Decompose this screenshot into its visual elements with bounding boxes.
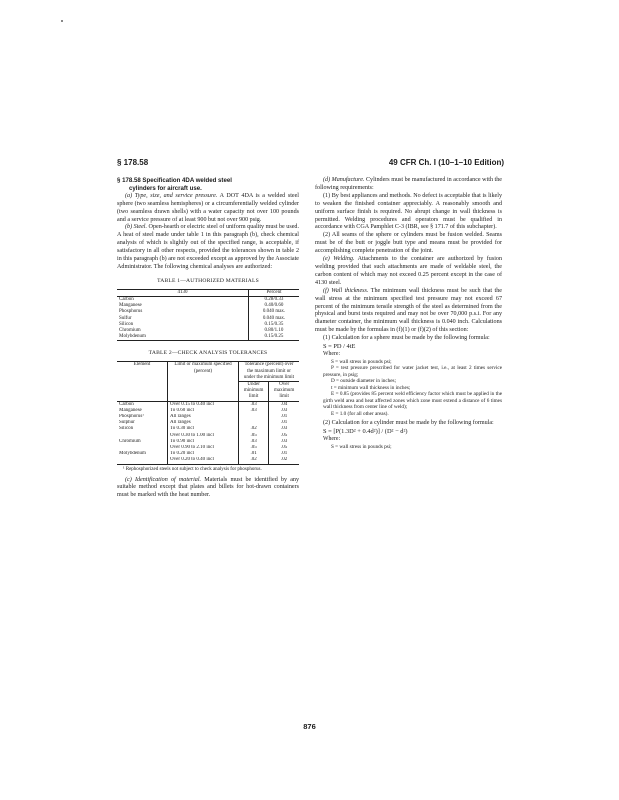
table2-element-cell: Sulphur [119,420,135,426]
table2-over-cell: .03 [269,439,299,445]
table2-limit-cell: Over 0.20 to 0.40 incl [168,457,239,464]
table2-under-cell: .02 [239,426,269,432]
table2-under-cell: .03 [239,439,269,445]
table2-over-cell: .03 [269,426,299,432]
table2-check-analysis [117,361,299,464]
formula-definition: t = minimum wall thickness in inches; [331,384,411,391]
table1-percent-cell: 0.15/0.25 [249,334,300,341]
paragraph-f2: (2) Calculation for a cylinder must be made by the following formula: [323,420,494,427]
table1-percent-cell: 0.040 max. [249,309,300,315]
table2-limit-cell: To 0.60 incl [168,408,239,414]
table1-row [117,296,299,303]
table2-header-under-min: Under minimum limit [239,381,269,401]
table2-header-over-max: Over maximum limit [269,381,299,401]
paragraph-c-text: Materials must be identified by any suitable method except that plates and billets for hot-drawn containers must be marked with the heat number. [117,476,300,499]
table1-percent-cell: 0.28/0.33 [249,296,300,303]
table1-percent-cell: 0.80/1.10 [249,328,300,334]
table2-element-cell: Manganese [119,407,142,413]
paragraph-f-text: The minimum wall thickness must be such that the wall stress at the minimum specified test pressure may not exceed 67 percent of the minimum tensile strength of the steel as determined from the physical and burst tests required and may not be over 70,000 p.s.i. For any diameter container, the minimum wall thickness is 0.040 inch. Calculations must be made by the formulas in (f)(1) or (f)(2) of this section: [315,287,502,334]
table2-under-cell: .02 [239,457,269,464]
table1-header-percent: Percent [249,289,300,296]
table1-element-cell: Manganese [119,303,142,309]
table2-element-cell: Molybdenum [119,451,146,457]
paragraph-d2: (2) All seams of the sphere or cylinders must be fusion welded. Seams must be of the butt or joggle butt type and means must be provided for accomplishing complete penetration of the joint. [315,232,502,255]
table2-over-cell: .01 [269,451,299,457]
table2-limit-cell: To 0.30 incl [168,426,239,432]
paragraph-c [117,477,299,501]
sphere-formula-definitions [315,359,502,418]
table1-element-cell: Phosphorus [119,309,143,315]
where-label-1: Where: [323,350,341,357]
paragraph-c-label: (c) Identification of material. [125,476,202,483]
table2-under-cell: .05 [239,433,269,439]
table2-over-cell: .01 [269,414,299,420]
formula-definition: P = test pressure prescribed for water jacket test, i.e., at least 2 times service pressure, in psig; [323,365,502,378]
paragraph-f [315,288,502,335]
sphere-formula: S = PD / 4tE [323,343,356,351]
paragraph-f1: (1) Calculation for a sphere must be made by the following formula: [323,335,490,342]
paragraph-d-text: Cylinders must be manufactured in accordance with the following requirements: [315,177,503,191]
formula-definition: S = wall stress in pounds psi; [331,358,392,365]
paragraph-e-text: Attachments to the container are authorized by fusion welding provided that such attachments are made of weldable steel, the carbon content of which may not exceed 0.25 percent except in the case of 4130 steel. [315,256,502,286]
running-header-title: 49 CFR Ch. I (10–1–10 Edition) [388,158,504,167]
table1-element-cell: Sulfur [119,315,132,321]
table1-element-cell: Chromium [119,328,141,333]
table2-under-cell: .01 [239,451,269,457]
table1-element-cell: Molybdenum [119,334,146,340]
table2-over-cell: .01 [269,420,299,426]
table1-row [117,334,299,341]
table1-caption: TABLE 1—AUTHORIZED MATERIALS [157,277,259,284]
table2-over-cell: .03 [269,408,299,414]
table2-caption: TABLE 2—CHECK ANALYSIS TOLERANCES [148,350,268,357]
table1-body [117,296,299,340]
paragraph-b-label: (b) Steel. [125,224,148,231]
table2-element-cell: Carbon [119,401,134,407]
paragraph-b [117,224,299,271]
table2-element-cell [117,457,168,464]
formula-definition: E = 0.85 (provides 85 percent weld efficiency factor which must be applied in the girth weld area and heat affected zones which zone must extend a distance of 6 times wall thickness from center line of weld); [323,391,502,411]
paragraph-e-label: (e) Welding. [323,256,355,263]
table2-limit-cell: Over 0.30 to 1.00 incl [168,433,239,439]
table2-row [117,401,299,408]
table2-body [117,401,299,464]
table2-limit-cell: To 0.90 incl [168,439,239,445]
formula-definition: E = 1.0 (for all other areas). [331,410,389,417]
table2-under-cell: .03 [239,401,269,408]
cylinder-formula: S = [P(1.3D² + 0.4d²)] / (D² − d²) [323,428,408,436]
table2-limit-cell: Over 0.90 to 2.10 incl [168,445,239,451]
table2-under-cell: .03 [239,408,269,414]
table2-header-element: Element [117,362,168,401]
paragraph-b-text: Open-hearth or electric steel of uniform quality must be used. A heat of steel made under table 1 in this paragraph (b), check chemical analysis of which is slightly out of the specified range, is acceptable, if satisfactory in all other respects, provided the tolerances shown in table 2 in this paragraph (b) are not exceeded except as approved by the Associate Administrator. The following chemical analyses are authorized: [117,224,299,270]
table1-header-designation: 4130 [117,289,249,296]
table1-authorized-materials [117,289,299,342]
right-column [315,177,502,451]
table1-element-cell: Silicon [119,321,134,327]
table2-over-cell: .02 [269,457,299,464]
table2-element-cell: Phosphorus¹ [119,413,144,419]
table1-element-cell: Carbon [119,296,134,302]
table2-footnote: ¹ Rephosphorized steels not subject to check analysis for phosphorus. [123,466,262,472]
table2-limit-cell: All ranges [168,414,239,420]
left-column [117,177,299,500]
table2-over-cell: .05 [269,433,299,439]
paragraph-d1: (1) By best appliances and methods. No defect is acceptable that is likely to weaken the finished container appreciably. A reasonably smooth and uniform surface finish is required. No abrupt change in wall thickness is permitted. Welding procedures and operators must be qualified in accordance with CGA Pamphlet C-3 (IBR, see § 171.7 of this subchapter). [315,192,502,231]
table2-limit-cell: All ranges [168,420,239,426]
table2-header-tolerance: Tolerance (percent) over the maximum limit or under the minimum limit [239,362,300,382]
table2-limit-cell: To 0.20 incl [168,451,239,457]
where-label-2: Where: [323,436,341,443]
paragraph-e [315,256,502,288]
scan-speck [61,20,63,22]
table2-header-limit: Limit or maximum specified (percent) [168,362,239,401]
paragraph-d-label: (d) Manufacture. [323,177,365,183]
running-header-section: § 178.58 [117,158,149,167]
paragraph-a-text: A DOT 4DA is a welded steel sphere (two seamless hemispheres) or a circumferentially welded cylinder (two seamless drawn shells) with a water capacity not over 100 pounds and a service pressure of at least 900 but not over 900 psig. [117,192,299,223]
paragraph-d [315,177,502,193]
table2-element-cell: Chromium [119,438,141,444]
paragraph-f-label: (f) Wall thickness. [323,287,369,294]
table1-percent-cell: 0.040 max. [249,316,300,322]
table2-row [117,457,299,464]
paragraph-a-label: (a) Type, size, and service pressure. [125,192,218,199]
paragraph-a [117,193,299,225]
table2-over-cell: .04 [269,401,299,408]
table1-percent-cell: 0.15/0.35 [249,322,300,328]
section-heading-continued: cylinders for aircraft use. [129,184,202,192]
table2-under-cell: .05 [239,445,269,451]
formula-definition: S = wall stress in pounds psi; [331,444,392,451]
table2-element-cell: Silicon [119,426,134,432]
table1-percent-cell: 0.40/0.60 [249,303,300,309]
table2-limit-cell: Over 0.15 to 0.40 incl [168,401,239,408]
table2-over-cell: .05 [269,445,299,451]
section-heading: § 178.58 Specification 4DA welded steel [117,177,232,184]
formula-definition: D = outside diameter in inches; [331,378,397,385]
cylinder-formula-definitions [315,444,502,451]
page-number: 876 [303,722,316,731]
